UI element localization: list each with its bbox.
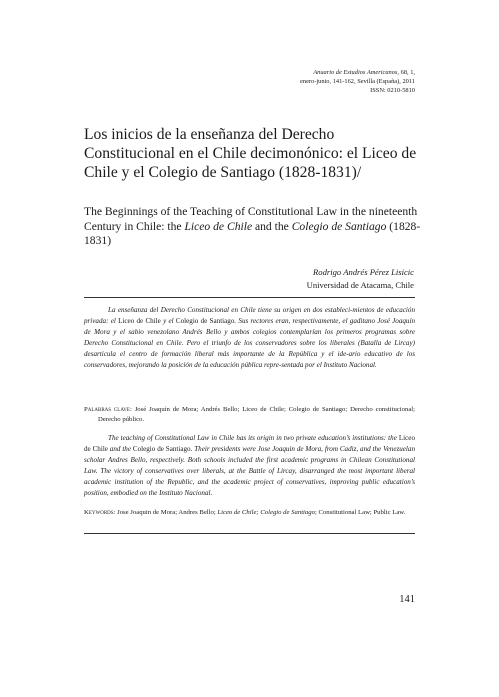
author-name: Rodrigo Andrés Pérez Lisicic [313,267,414,277]
keywords-es-text: José Joaquín de Mora; Andrés Bello; Liceo de Chile; Colegio de Santiago; Derecho constitucional; Derecho público. [98,406,415,423]
journal-volume: , 68, 1, [397,69,415,76]
divider-bottom [84,533,415,534]
abstract-es-colegio: Colegio de Santiago [175,316,235,325]
abstract-en-liceo: Liceo de Chile [84,434,415,453]
keywords-en-liceo: Liceo de Chile [217,509,257,516]
title-spanish: Los inicios de la enseñanza del Derecho Constitucional en el Chile decimonónico: el Liceo de Chile y el Colegio de Santiago (1828-1831)/ [84,126,417,181]
keywords-en-label: Keywords: [84,509,116,516]
keywords-en-text-1: Jose Joaquin de Mora; Andres Bello; [115,509,218,516]
abstract-en-text-1: The teaching of Constitutional Law in Chile has its origin in two private education’s institutions: the [108,434,399,442]
keywords-en-text-2: ; Constitutional Law; Public Law. [314,509,406,516]
page-number: 141 [399,594,415,605]
abstract-spanish [84,305,415,370]
author-affiliation: Universidad de Atacama, Chile [306,280,414,290]
keywords-es-label: Palabras clave: [84,406,132,413]
author-block [114,266,414,292]
title-english-colegio: Colegio de Santiago [291,219,387,233]
abstract-english [84,433,415,498]
keywords-spanish [84,405,415,424]
title-english-text: The Beginnings of the Teaching of Constitutional Law in the nineteenth Century in Chile: the [84,205,418,233]
journal-line-1 [195,69,415,78]
journal-issn: ISSN: 0210-5810 [370,86,415,94]
divider-top [84,297,415,298]
abstract-es-text-2: . Sus rectores eran, respectivamente, el gaditano José Joaquín de Mora y el sabio venezolano Andrés Bello y ambos colegios contemplarían los primeros programas sobre Derecho Constitucional en Chile. Pero el triunfo de los conservadores sobre los liberales (Batalla de Lircay) desarticula el centro de formación liberal más importante de la República y el ide-ario educativo de los conservadores, mejorando la posición de la educación pública repre-sentada por el Instituto Nacional. [84,316,415,369]
title-english-years: (1828-1831) [84,219,421,247]
abstract-en-colegio: Colegio de Santiago [132,444,191,453]
title-english-liceo: Liceo de Chile [184,219,253,233]
keywords-en-colegio: Colegio de Santiago [260,509,315,516]
keywords-english [84,508,415,518]
abstract-en-text-2: . Their presidents were Jose Joaquin de Mora, from Cadiz, and the Venezuelan scholar Andres Bello, respectively. Both schools included the first academic programs in Chilean Constitutional Law. The victory of conservatives over liberals, at the Battle of Lircay, disarranged the most important liberal academic institution of the Republic, and the academic project of conservatives, improving public education’s position, embodied on the Instituto Nacional. [84,444,415,497]
abstract-en-and-the: and the [107,444,133,453]
title-english-and: and the [252,219,292,233]
abstract-es-y-el: y el [160,316,176,325]
journal-header [195,69,415,96]
journal-issue: enero-junio, 141-162, Sevilla (España), 2011 [300,77,415,85]
abstract-es-liceo: Liceo de Chile [118,316,161,325]
keywords-en-sep: ; [256,509,261,516]
title-english [84,205,424,249]
journal-name: Anuario de Estudios Americanos [313,69,398,76]
abstract-es-text-1: La enseñanza del Derecho Constitucional en Chile tiene su origen en dos estableci-mientos de educación privada: el [84,306,415,325]
